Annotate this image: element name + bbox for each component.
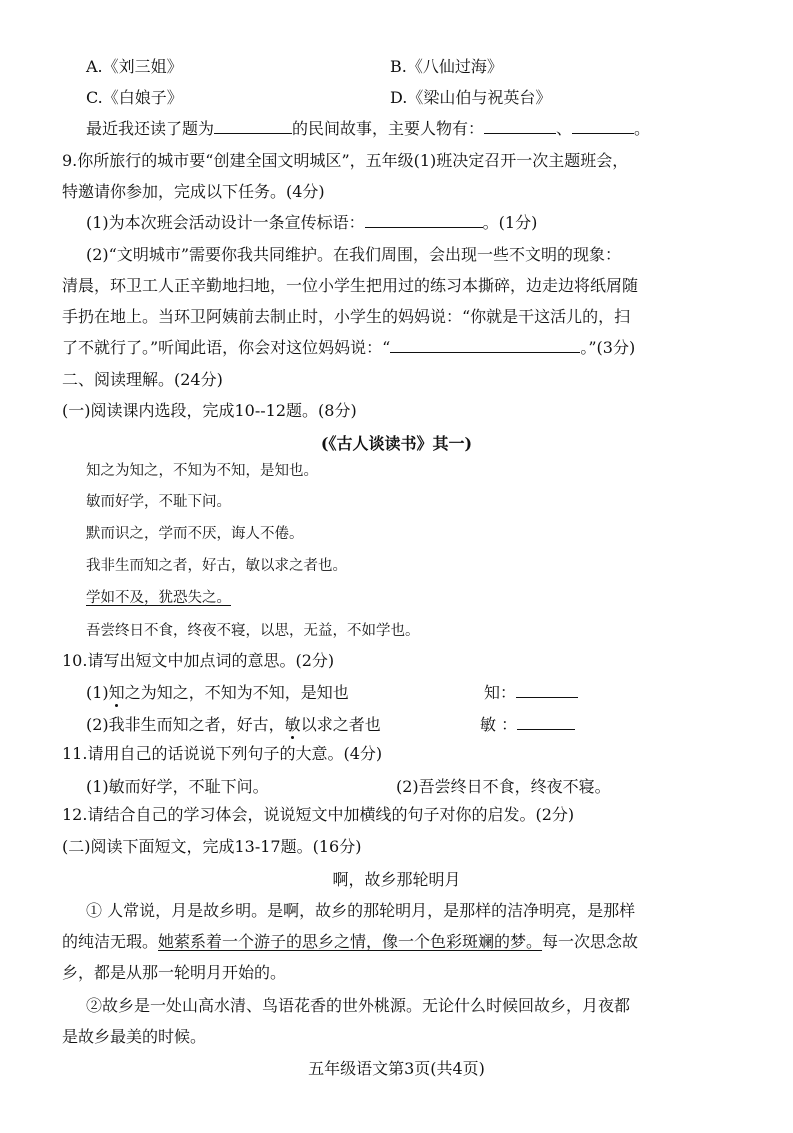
part-2-title: (二)阅读下面短文，完成13-17题。(16分): [62, 837, 362, 856]
q11-sentence-1: (1)敏而好学，不耻下问。: [86, 777, 269, 796]
passage-title: (《古人谈读书》其一): [320, 434, 473, 453]
story-p1-line-3: 乡，都是从那一轮明月开始的。: [62, 963, 287, 982]
q10-s1-post: 之为知之，不知为不知，是知也: [124, 683, 349, 702]
q10-s1-pre: (1): [86, 683, 109, 702]
q9-sub2-line-2: 清晨，环卫工人正辛勤地扫地，一位小学生把用过的练习本撕碎，边走边将纸屑随: [62, 276, 639, 295]
answer-blank-character-1[interactable]: [484, 118, 556, 134]
q8-recent-mid: 的民间故事，主要人物有：: [292, 119, 485, 138]
part-1-title: (一)阅读课内选段，完成10--12题。(8分): [62, 401, 357, 420]
q9-line-1: 9.你所旅行的城市要“创建全国文明城区”，五年级(1)班决定召开一次主题班会，: [62, 151, 629, 170]
section-2-title: 二、阅读理解。(24分): [62, 370, 223, 389]
answer-blank-zhi[interactable]: [516, 682, 578, 698]
option-d: D.《梁山伯与祝英台》: [390, 88, 552, 107]
q11-sentence-2: (2)吾尝终日不食，终夜不寝。: [396, 777, 611, 796]
option-a: A.《刘三姐》: [86, 57, 183, 76]
passage-line-2: 敏而好学，不耻下问。: [86, 494, 231, 510]
story-p1-line-1: ① 人常说，月是故乡明。是啊，故乡的那轮明月，是那样的洁净明亮，是那样: [86, 901, 636, 920]
option-c: C.《白娘子》: [86, 88, 183, 107]
q9-sub2-line-3: 手扔在地上。当环卫阿姨前去制止时，小学生的妈妈说：“你就是干这活儿的，扫: [62, 307, 631, 326]
passage-line-6: 吾尝终日不食，终夜不寝，以思，无益，不如学也。: [86, 623, 420, 639]
q8-end: 。: [634, 119, 651, 138]
passage-line-5-underlined: 学如不及，犹恐失之。: [86, 590, 231, 606]
story-underlined-sentence: 她萦系着一个游子的思乡之情，像一个色彩斑斓的梦。: [158, 932, 543, 951]
dotted-word-zhi: 知: [108, 683, 125, 702]
q8-sep: 、: [556, 119, 573, 138]
q10-title: 10.请写出短文中加点词的意思。(2分): [62, 651, 335, 670]
q8-recent-story: [86, 118, 650, 140]
story-title: 啊，故乡那轮明月: [332, 870, 461, 889]
answer-blank-character-2[interactable]: [572, 118, 634, 134]
story-p2-line-2: 是故乡最美的时候。: [62, 1027, 207, 1046]
q9-sub2-line-4: [62, 337, 635, 359]
q10-sentence-2: [86, 714, 381, 736]
q10-s2-pre: (2)我非生而知之者，好古，: [86, 715, 285, 734]
answer-blank-story-title[interactable]: [214, 118, 292, 134]
answer-blank-min[interactable]: [517, 714, 575, 730]
passage-line-4: 我非生而知之者，好古，敏以求之者也。: [86, 558, 347, 574]
dotted-word-min: 敏: [284, 715, 301, 734]
answer-blank-reply[interactable]: [390, 337, 580, 353]
q9-sub1-end: 。(1分): [482, 213, 538, 232]
q10-key-1: 知：: [484, 683, 517, 702]
page-footer: 五年级语文第3页(共4页): [308, 1059, 485, 1078]
q10-sentence-1: [86, 682, 349, 704]
story-p1-line-2: [62, 931, 638, 953]
story-p1-line-2-b: 每一次思念故: [542, 932, 639, 951]
q9-sub2-line-4-end: 。”(3分): [580, 338, 636, 357]
story-p2-line-1: ②故乡是一处山高水清、鸟语花香的世外桃源。无论什么时候回故乡，月夜都: [86, 996, 631, 1015]
q10-key-2: 敏 ：: [480, 715, 518, 734]
q8-recent-prefix: 最近我还读了题为: [86, 119, 215, 138]
q10-answer-2: [480, 714, 575, 736]
q9-line-2: 特邀请你参加，完成以下任务。(4分): [62, 182, 325, 201]
answer-blank-slogan[interactable]: [365, 212, 483, 228]
q9-sub1: [86, 212, 537, 234]
q9-sub2-line-4-pre: 了不就行了。”听闻此语，你会对这位妈妈说：“: [62, 338, 391, 357]
q10-s2-post: 以求之者也: [300, 715, 381, 734]
option-b: B.《八仙过海》: [390, 57, 503, 76]
passage-line-1: 知之为知之，不知为不知，是知也。: [86, 463, 318, 479]
q11-title: 11.请用自己的话说说下列句子的大意。(4分): [62, 744, 383, 763]
passage-line-3: 默而识之，学而不厌，诲人不倦。: [86, 526, 304, 542]
q10-answer-1: [484, 682, 578, 704]
q9-sub1-text: (1)为本次班会活动设计一条宣传标语：: [86, 213, 365, 232]
q9-sub2-line-1: (2)“文明城市”需要你我共同维护。在我们周围，会出现一些不文明的现象：: [86, 245, 622, 264]
q12-title: 12.请结合自己的学习体会，说说短文中加横线的句子对你的启发。(2分): [62, 805, 575, 824]
story-p1-line-2-a: 的纯洁无瑕。: [62, 932, 159, 951]
